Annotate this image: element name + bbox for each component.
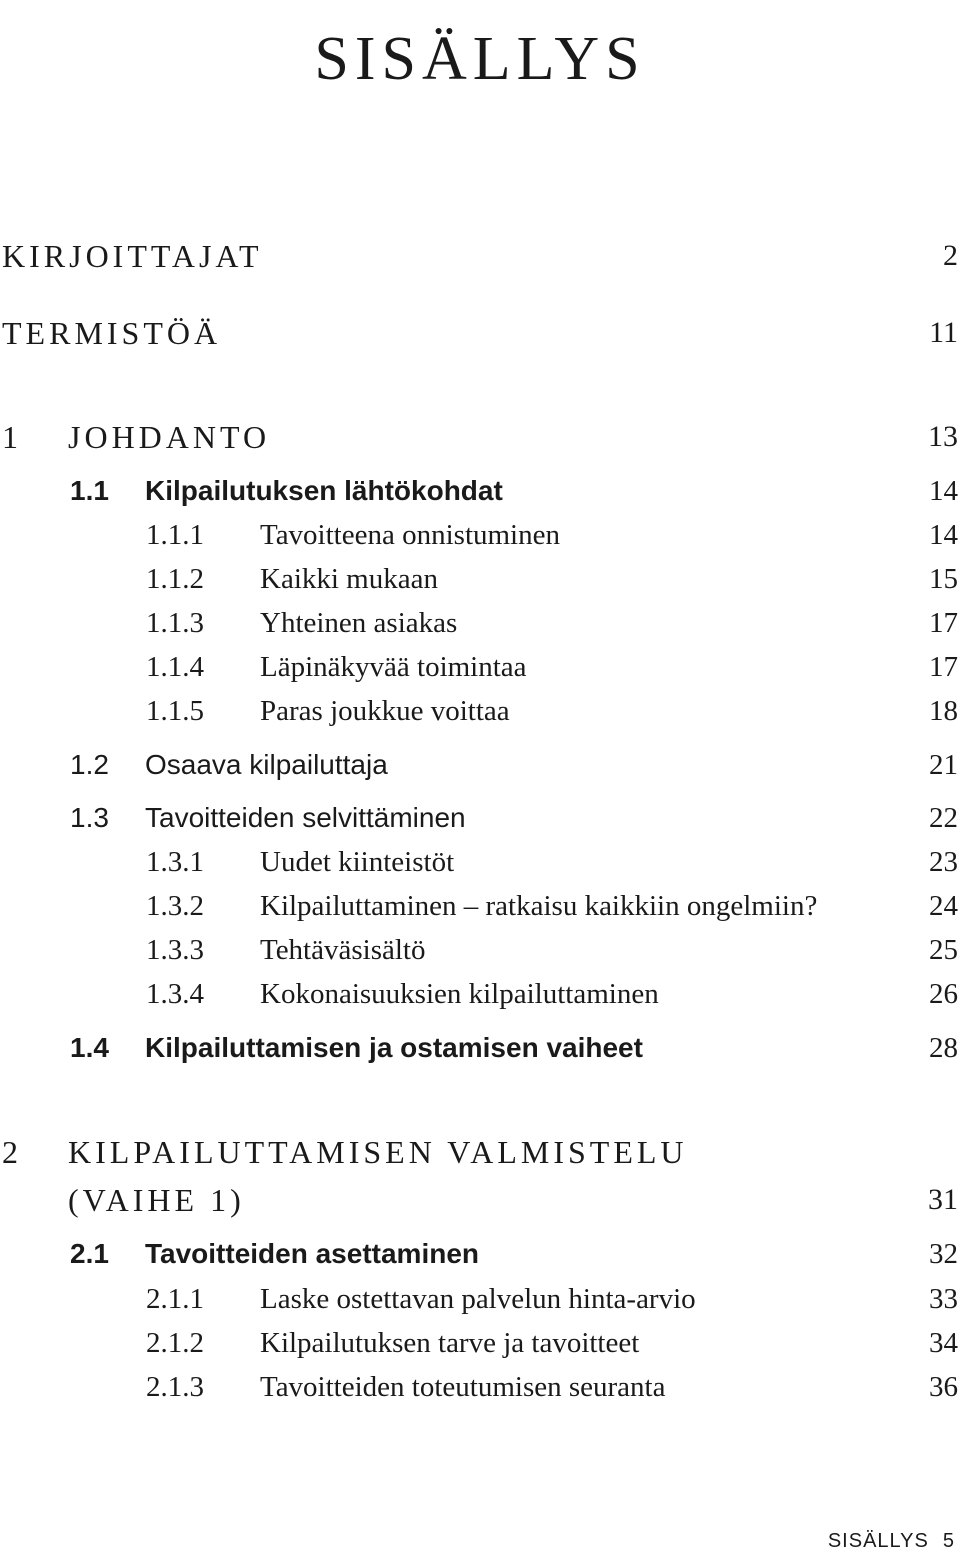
toc-entry-number: 1 (2, 419, 18, 455)
toc-entry-page: 24 (929, 890, 958, 922)
toc-entry-page: 22 (929, 802, 958, 834)
toc-entry-page: 36 (929, 1371, 958, 1403)
toc-entry-section[interactable] (0, 469, 960, 513)
toc-entry-label: Tavoitteiden selvittäminen (145, 802, 466, 833)
toc-entry-page: 17 (929, 651, 958, 683)
toc-entry-subsection[interactable] (0, 840, 960, 884)
toc-entry-subsection[interactable] (0, 689, 960, 733)
toc-entry-label: Kilpailuttaminen – ratkaisu kaikkiin ongelmiin? (260, 890, 818, 922)
toc-entry-subsection[interactable] (0, 557, 960, 601)
toc-entry-page: 14 (929, 475, 958, 507)
toc-entry-label: Osaava kilpailuttaja (145, 749, 388, 780)
toc-entry-number: 1.1.3 (146, 607, 204, 639)
toc-entry-label: Läpinäkyvää toimintaa (260, 651, 527, 683)
toc-entry-section[interactable] (0, 743, 960, 787)
footer-page-number: 5 (942, 1530, 954, 1552)
toc-entry-section[interactable] (0, 1232, 960, 1276)
toc-entry-page: 15 (929, 563, 958, 595)
toc-entry-number: 1.3 (70, 802, 109, 833)
toc-entry-page: 31 (928, 1183, 958, 1216)
toc-entry-subsection[interactable] (0, 601, 960, 645)
toc-entry-subsection[interactable] (0, 1321, 960, 1365)
toc-entry-subsection[interactable] (0, 928, 960, 972)
toc-entry-number: 1.1.2 (146, 563, 204, 595)
toc-entry-label: TERMISTÖÄ (2, 315, 222, 351)
toc-entry-label: Tavoitteiden toteutumisen seuranta (260, 1371, 666, 1403)
toc-entry-label: Kilpailutuksen tarve ja tavoitteet (260, 1327, 640, 1359)
toc-entry-number: 1.3.1 (146, 846, 204, 878)
toc-entry-page: 33 (929, 1283, 958, 1315)
toc-entry-label: KIRJOITTAJAT (2, 238, 263, 274)
toc-entry-label: Paras joukkue voittaa (260, 695, 510, 727)
toc-entry-chapter-continued[interactable] (0, 1178, 960, 1222)
toc-entry-label: Kilpailutuksen lähtökohdat (145, 475, 503, 506)
toc-entry-number: 2.1.3 (146, 1371, 204, 1403)
toc-entry-section[interactable] (0, 796, 960, 840)
toc-entry-number: 2.1 (70, 1238, 109, 1269)
toc-entry-page: 28 (929, 1032, 958, 1064)
toc-entry-label: JOHDANTO (68, 419, 271, 455)
toc-entry-number: 2 (2, 1134, 18, 1170)
toc-entry-number: 1.1.5 (146, 695, 204, 727)
toc-entry-label: Yhteinen asiakas (260, 607, 458, 639)
footer-section-name: SISÄLLYS (827, 1530, 929, 1552)
toc-entry-label: Tehtäväsisältö (260, 934, 426, 966)
toc-entry-label: Tavoitteena onnistuminen (260, 519, 560, 551)
toc-entry-chapter[interactable] (0, 234, 960, 278)
page-footer (828, 1530, 954, 1553)
toc-entry-subsection[interactable] (0, 645, 960, 689)
toc-entry-number: 1.1.4 (146, 651, 204, 683)
page-title: SISÄLLYS (314, 25, 646, 93)
toc-entry-label: Laske ostettavan palvelun hinta-arvio (260, 1283, 696, 1315)
toc-entry-chapter[interactable] (0, 1130, 960, 1174)
toc-entry-page: 18 (929, 695, 958, 727)
toc-entry-number: 1.4 (70, 1032, 109, 1063)
toc-entry-page: 23 (929, 846, 958, 878)
toc-entry-number: 1.2 (70, 749, 109, 780)
toc-entry-number: 2.1.2 (146, 1327, 204, 1359)
toc-entry-number: 1.3.4 (146, 978, 204, 1010)
toc-entry-number: 1.3.3 (146, 934, 204, 966)
toc-entry-page: 25 (929, 934, 958, 966)
toc-entry-page: 11 (929, 316, 958, 349)
toc-entry-chapter[interactable] (0, 311, 960, 355)
toc-entry-number: 1.1.1 (146, 519, 204, 551)
toc-entry-section[interactable] (0, 1026, 960, 1070)
toc-entry-label: Kokonaisuuksien kilpailuttaminen (260, 978, 659, 1010)
toc-entry-number: 2.1.1 (146, 1283, 204, 1315)
toc-entry-page: 2 (943, 239, 958, 272)
toc-entry-label: Uudet kiinteistöt (260, 846, 455, 878)
toc-entry-page: 26 (929, 978, 958, 1010)
toc-entry-subsection[interactable] (0, 1365, 960, 1409)
toc-entry-page: 13 (928, 420, 958, 453)
toc-entry-page: 34 (929, 1327, 958, 1359)
toc-entry-subsection[interactable] (0, 513, 960, 557)
toc-entry-chapter[interactable] (0, 415, 960, 459)
toc-entry-label: Kaikki mukaan (260, 563, 438, 595)
toc-entry-subsection[interactable] (0, 972, 960, 1016)
toc-entry-label: KILPAILUTTAMISEN VALMISTELU (68, 1134, 688, 1170)
toc-entry-page: 14 (929, 519, 958, 551)
toc-entry-subsection[interactable] (0, 1277, 960, 1321)
toc-entry-number: 1.1 (70, 475, 109, 506)
toc-entry-label: Tavoitteiden asettaminen (145, 1238, 480, 1269)
toc-entry-subsection[interactable] (0, 884, 960, 928)
toc-entry-page: 21 (929, 749, 958, 781)
toc-entry-page: 32 (929, 1238, 958, 1270)
toc-entry-page: 17 (929, 607, 958, 639)
toc-entry-label: (VAIHE 1) (68, 1182, 245, 1218)
toc-entry-label: Kilpailuttamisen ja ostamisen vaiheet (145, 1032, 643, 1063)
toc-entry-number: 1.3.2 (146, 890, 204, 922)
